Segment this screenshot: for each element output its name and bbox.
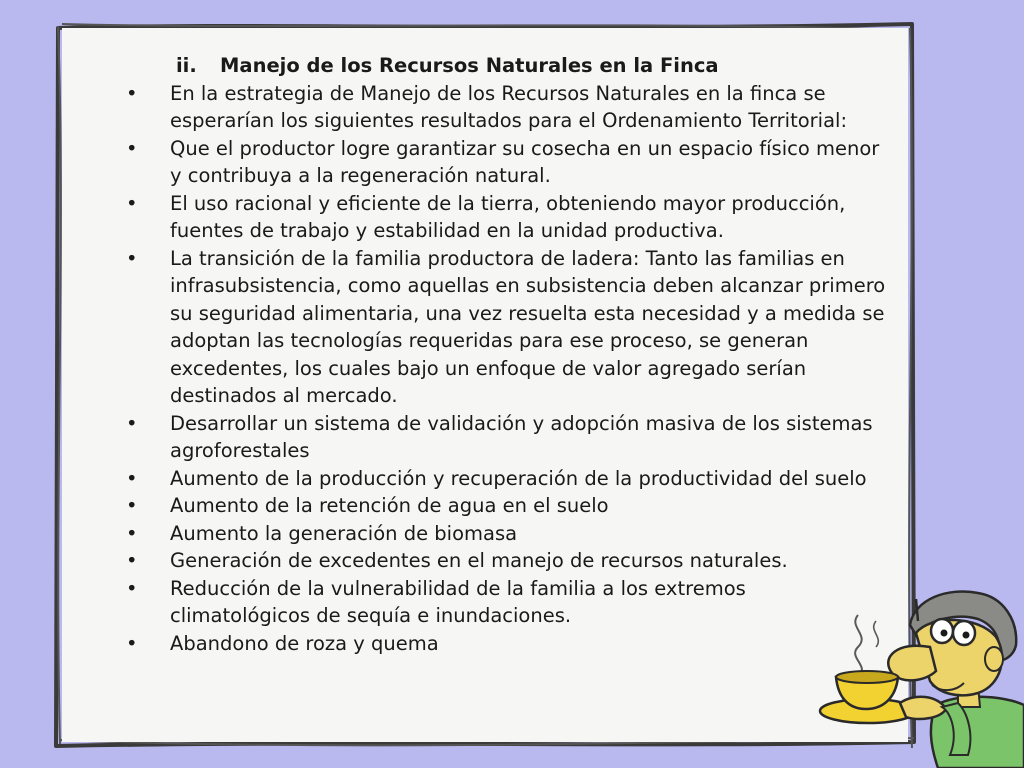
slide-heading [176,52,890,80]
list-item-text: En la estrategia de Manejo de los Recursos Naturales en la finca se esperarían los siguientes resultados para el Ordenamiento Territorial: [170,81,848,132]
bullet-dot: • [126,81,138,105]
bullet-dot: • [126,246,138,270]
heading-number: ii. [176,54,197,77]
list-item [120,547,890,575]
list-item-text: Aumento de la retención de agua en el suelo [170,494,609,517]
list-item-text: Desarrollar un sistema de validación y adopción masiva de los sistemas agroforestales [170,411,873,462]
list-item-text: Que el productor logre garantizar su cosecha en un espacio físico menor y contribuya a la regeneración natural. [170,136,880,187]
bullet-dot: • [126,191,138,215]
slide-content [120,52,890,657]
list-item [120,575,890,630]
bullet-dot: • [126,576,138,600]
list-item-text: Aumento de la producción y recuperación de la productividad del suelo [170,466,867,490]
list-item [120,135,890,190]
bullet-dot: • [126,494,138,517]
bullet-dot: • [126,466,138,490]
bullet-dot: • [126,521,138,545]
heading-title: Manejo de los Recursos Naturales en la Finca [220,54,719,77]
bullet-dot: • [126,549,138,572]
list-item [120,520,890,548]
bullet-dot: • [126,631,138,655]
list-item [120,80,890,135]
list-item-text: Reducción de la vulnerabilidad de la familia a los extremos climatológicos de sequía e inundaciones. [170,576,746,627]
cartoon-man-with-coffee-illustration [818,585,1024,768]
list-item [120,410,890,465]
bullet-dot: • [126,136,138,160]
list-item [120,630,890,658]
list-item-text: Aumento la generación de biomasa [170,521,518,545]
list-item [120,245,890,410]
list-item-text: Abandono de roza y quema [170,631,439,655]
list-item [120,492,890,520]
list-item-text: El uso racional y eficiente de la tierra, obteniendo mayor producción, fuentes de trabajo y estabilidad en la unidad productiva. [170,191,846,242]
list-item [120,190,890,245]
bullet-list [120,80,890,658]
list-item [120,465,890,493]
bullet-dot: • [126,411,138,435]
list-item-text: Generación de excedentes en el manejo de recursos naturales. [170,549,788,572]
list-item-text: La transición de la familia productora de ladera: Tanto las familias en infrasubsistencia, como aquellas en subsistencia deben alcanzar primero su seguridad alimentaria, una vez resuelta esta necesidad y a medida se adoptan las tecnologías requeridas para ese proceso, se generan excedentes, los cuales bajo un enfoque de valor agregado serían destinados al mercado. [170,246,886,407]
